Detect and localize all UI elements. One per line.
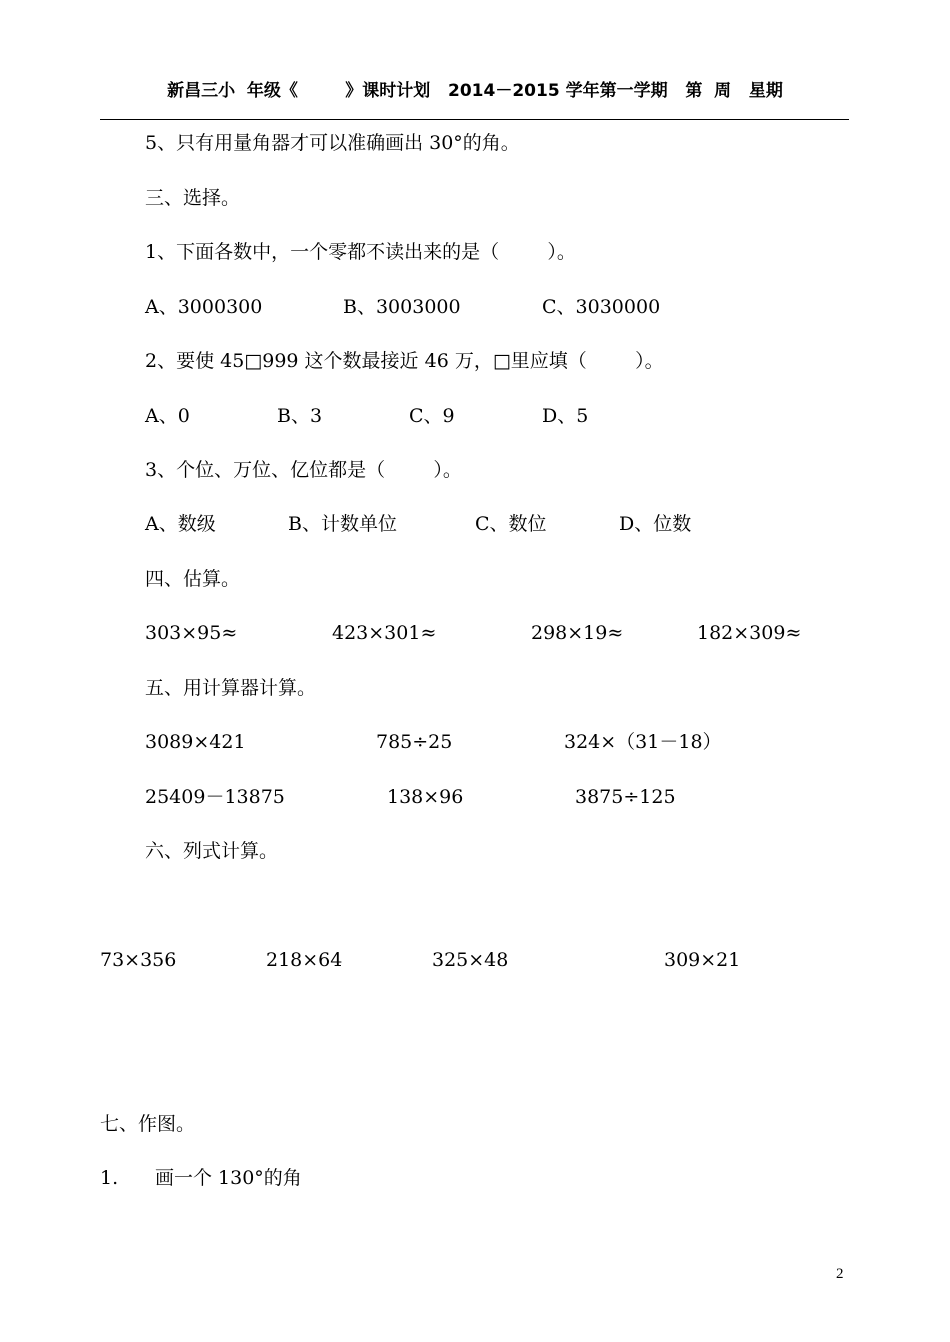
vertical-calc-1: 73×356 — [100, 949, 177, 971]
question-3-option-d: D、位数 — [619, 513, 692, 535]
estimate-2: 423×301≈ — [332, 622, 437, 644]
calc-2: 785÷25 — [376, 731, 453, 753]
estimate-1: 303×95≈ — [145, 622, 238, 644]
judge-item-5: 5、只有用量角器才可以准确画出 30°的角。 — [145, 132, 520, 154]
question-2-option-b: B、3 — [277, 405, 323, 427]
draw-item-1-number: 1. — [100, 1167, 119, 1189]
question-1-option-a: A、3000300 — [145, 296, 263, 318]
page-header: 新昌三小 年级《 》课时计划 2014－2015 学年第一学期 第 周 星期 — [167, 81, 783, 101]
question-1: 1、下面各数中，一个零都不读出来的是（ ）。 — [145, 241, 576, 263]
question-2-option-d: D、5 — [542, 405, 589, 427]
calc-6: 3875÷125 — [575, 786, 676, 808]
vertical-calc-2: 218×64 — [266, 949, 343, 971]
estimate-3: 298×19≈ — [531, 622, 624, 644]
draw-item-1-text: 画一个 130°的角 — [155, 1167, 302, 1189]
section-3-title: 三、选择。 — [145, 187, 241, 209]
estimate-4: 182×309≈ — [697, 622, 802, 644]
header-rule — [100, 119, 849, 120]
section-4-title: 四、估算。 — [145, 568, 241, 590]
calc-3: 324×（31－18） — [564, 731, 722, 753]
vertical-calc-3: 325×48 — [432, 949, 509, 971]
question-1-option-c: C、3030000 — [542, 296, 661, 318]
question-2-option-a: A、0 — [145, 405, 190, 427]
calc-4: 25409－13875 — [145, 786, 285, 808]
vertical-calc-4: 309×21 — [664, 949, 741, 971]
question-2-option-c: C、9 — [409, 405, 455, 427]
question-3-option-b: B、计数单位 — [288, 513, 397, 535]
section-5-title: 五、用计算器计算。 — [145, 677, 317, 699]
question-3: 3、个位、万位、亿位都是（ ）。 — [145, 459, 462, 481]
calc-5: 138×96 — [387, 786, 464, 808]
section-7-title: 七、作图。 — [100, 1113, 196, 1135]
question-3-option-a: A、数级 — [145, 513, 216, 535]
calc-1: 3089×421 — [145, 731, 246, 753]
question-2: 2、要使 45□999 这个数最接近 46 万，□里应填（ ）。 — [145, 350, 664, 372]
question-1-option-b: B、3003000 — [343, 296, 461, 318]
question-3-option-c: C、数位 — [475, 513, 547, 535]
page-number: 2 — [836, 1266, 844, 1282]
section-6-title: 六、列式计算。 — [145, 840, 279, 862]
